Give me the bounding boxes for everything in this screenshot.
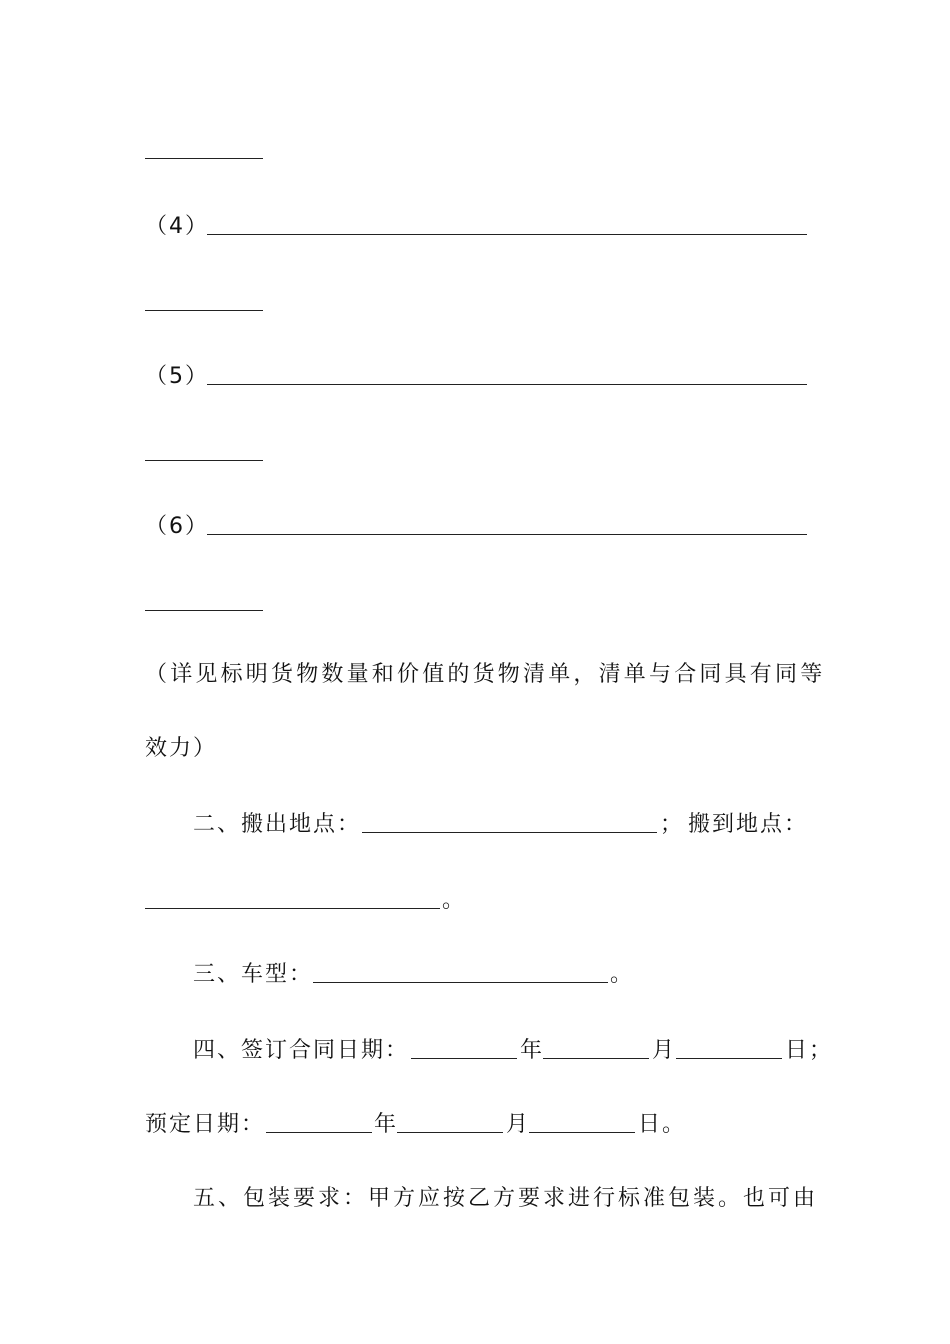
month-label: 月: [506, 1112, 531, 1137]
item-label-6: （6）: [145, 514, 209, 539]
day-label: 日；: [785, 1038, 834, 1063]
contract-day-field[interactable]: [676, 1058, 782, 1059]
vehicle-type-field[interactable]: [313, 982, 608, 983]
move-to-field[interactable]: [145, 908, 440, 909]
scheduled-date-label: 预定日期：: [145, 1112, 266, 1137]
blank-line[interactable]: [145, 158, 263, 159]
move-out-label: 二、搬出地点：: [193, 812, 362, 837]
blank-line-item-6-cont[interactable]: [145, 610, 263, 611]
scheduled-year-field[interactable]: [266, 1132, 372, 1133]
item-label-4: （4）: [145, 214, 209, 239]
scheduled-month-field[interactable]: [397, 1132, 503, 1133]
month-label: 月: [652, 1038, 677, 1063]
day-label: 日。: [638, 1112, 687, 1137]
period: 。: [442, 888, 467, 913]
contract-date-label: 四、签订合同日期：: [193, 1038, 410, 1063]
packaging-requirements: 五、包装要求：甲方应按乙方要求进行标准包装。也可由: [193, 1186, 819, 1211]
separator: ；: [660, 812, 685, 837]
move-out-field[interactable]: [362, 832, 657, 833]
blank-line-item-5-cont[interactable]: [145, 460, 263, 461]
blank-line-item-4[interactable]: [207, 234, 807, 235]
move-to-label: 搬到地点：: [688, 812, 809, 837]
blank-line-item-4-cont[interactable]: [145, 310, 263, 311]
goods-list-note: （详见标明货物数量和价值的货物清单，清单与合同具有同等: [145, 662, 826, 687]
item-label-5: （5）: [145, 364, 209, 389]
period: 。: [610, 962, 635, 987]
contract-month-field[interactable]: [543, 1058, 649, 1059]
contract-year-field[interactable]: [411, 1058, 517, 1059]
blank-line-item-5[interactable]: [207, 384, 807, 385]
year-label: 年: [374, 1112, 399, 1137]
year-label: 年: [520, 1038, 545, 1063]
scheduled-day-field[interactable]: [529, 1132, 635, 1133]
vehicle-type-label: 三、车型：: [193, 962, 314, 987]
goods-list-note-cont: 效力）: [145, 736, 218, 761]
blank-line-item-6[interactable]: [207, 534, 807, 535]
